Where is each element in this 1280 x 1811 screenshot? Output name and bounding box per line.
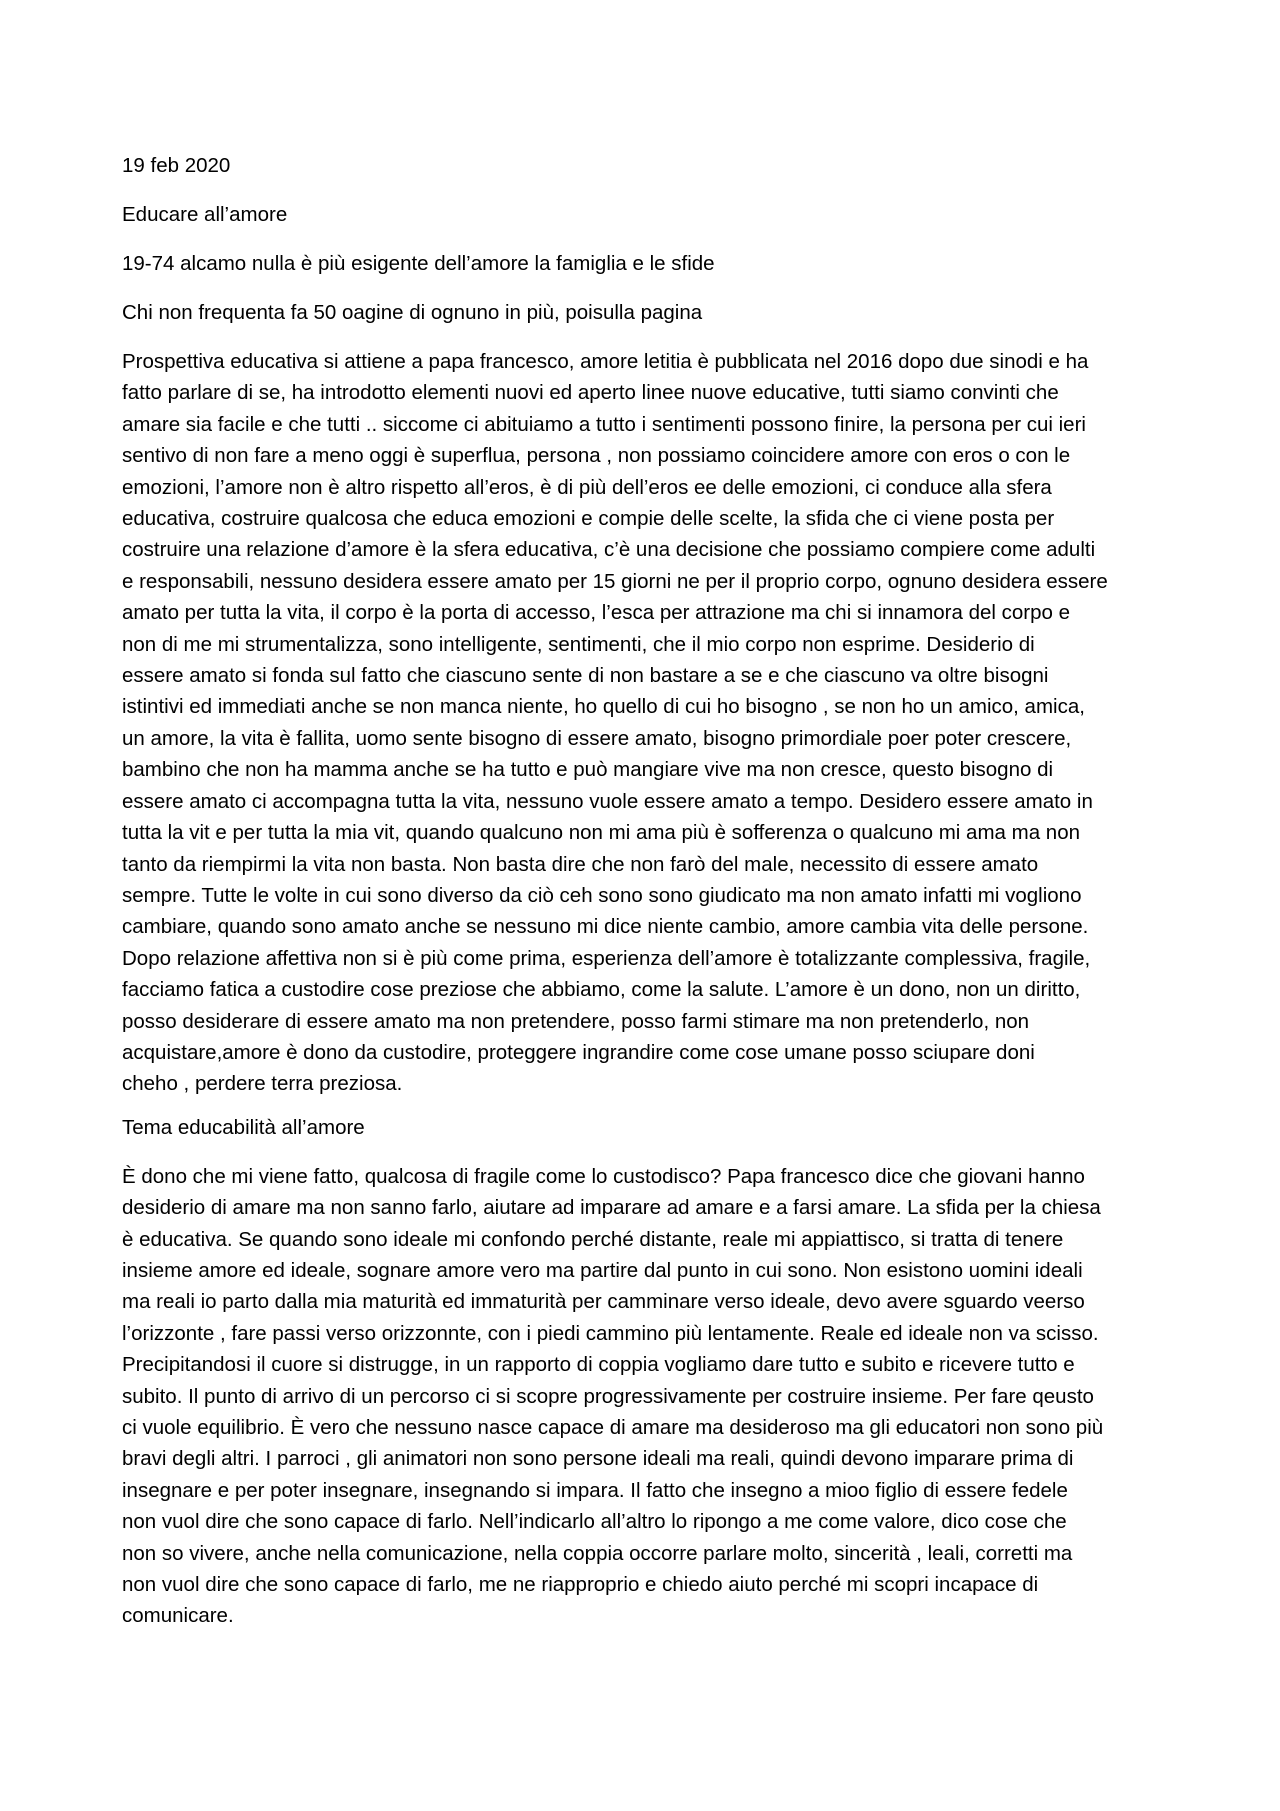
paragraph-line: ci vuole equilibrio. È vero che nessuno nasce capace di amare ma desideroso ma gli educatori non sono più: [122, 1416, 1104, 1439]
paragraph-line: emozioni, l’amore non è altro rispetto all’eros, è di più dell’eros ee delle emozioni, ci conduce alla sfera: [122, 475, 1052, 499]
paragraph-line: essere amato ci accompagna tutta la vita, nessuno vuole essere amato a tempo. Desidero essere amato in: [122, 789, 1093, 813]
paragraph-line: fatto parlare di se, ha introdotto elementi nuovi ed aperto linee nuove educative, tutti siamo convinti che: [122, 381, 1059, 405]
section-heading: Tema educabilità all’amore: [122, 1115, 365, 1139]
paragraph-line: sempre. Tutte le volte in cui sono diverso da ciò ceh sono sono giudicato ma non amato infatti mi vogliono: [122, 883, 1082, 907]
paragraph-line: insegnare e per poter insegnare, insegnando si impara. Il fatto che insegno a mioo figlio di essere fedele: [122, 1478, 1068, 1502]
paragraph-line: posso desiderare di essere amato ma non pretendere, posso farmi stimare ma non pretenderlo, non: [122, 1009, 1030, 1033]
paragraph-line: sentivo di non fare a meno oggi è superflua, persona , non possiamo coincidere amore con eros o con le: [122, 444, 1071, 468]
paragraph-line: facciamo fatica a custodire cose preziose che abbiamo, come la salute. L’amore è un dono, non un diritto,: [122, 978, 1081, 1002]
paragraph-line: essere amato si fonda sul fatto che ciascuno sente di non bastare a se e che ciascuno va oltre bisogni: [122, 664, 1049, 688]
paragraph-line: subito. Il punto di arrivo di un percorso ci si scopre progressivamente per costruire insieme. Per fare qeusto: [122, 1384, 1094, 1408]
paragraph-line: Dopo relazione affettiva non si è più come prima, esperienza dell’amore è totalizzante complessiva, fragile,: [122, 946, 1091, 970]
paragraph-1: [122, 346, 1172, 1100]
paragraph-line: amato per tutta la vita, il corpo è la porta di accesso, l’esca per attrazione ma chi si innamora del corpo e: [122, 601, 1071, 625]
paragraph-line: Precipitandosi il cuore si distrugge, in un rapporto di coppia vogliamo dare tutto e subito e ricevere tutto e: [122, 1353, 1075, 1377]
paragraph-line: non vuol dire che sono capace di farlo, me ne riapproprio e chiedo aiuto perché mi scopri incapace di: [122, 1573, 1039, 1597]
paragraph-2: [122, 1161, 1172, 1632]
paragraph-line: insieme amore ed ideale, sognare amore vero ma partire dal punto in cui sono. Non esistono uomini ideali: [122, 1258, 1083, 1282]
paragraph-line: non vuol dire che sono capace di farlo. Nell’indicarlo all’altro lo ripongo a me come valore, dico cose che: [122, 1510, 1067, 1534]
paragraph-line: l’orizzonte , fare passi verso orizzonnte, con i piedi cammino più lentamente. Reale ed ideale non va scisso.: [122, 1321, 1099, 1345]
document-date: 19 feb 2020: [122, 154, 231, 177]
paragraph-line: amare sia facile e che tutti .. siccome ci abituiamo a tutto i sentimenti possono finire, la persona per cui ieri: [122, 412, 1086, 436]
paragraph-line: un amore, la vita è fallita, uomo sente bisogno di essere amato, bisogno primordiale poer poter crescere,: [122, 726, 1072, 750]
paragraph-line: tanto da riempirmi la vita non basta. Non basta dire che non farò del male, necessito di essere amato: [122, 852, 1039, 876]
paragraph-line: comunicare.: [122, 1604, 234, 1628]
paragraph-line: acquistare,amore è dono da custodire, proteggere ingrandire come cose umane posso sciupare doni: [122, 1040, 1035, 1064]
paragraph-line: cheho , perdere terra preziosa.: [122, 1072, 403, 1096]
paragraph-line: tutta la vit e per tutta la mia vit, quando qualcuno non mi ama più è sofferenza o qualcuno mi ama ma non: [122, 821, 1080, 845]
document-reference: 19-74 alcamo nulla è più esigente dell’amore la famiglia e le sfide: [122, 252, 715, 275]
paragraph-line: bambino che non ha mamma anche se ha tutto e può mangiare vive ma non cresce, questo bisogno di: [122, 758, 1054, 782]
document-note: Chi non frequenta fa 50 oagine di ognuno in più, poisulla pagina: [122, 301, 703, 324]
paragraph-line: non so vivere, anche nella comunicazione, nella coppia occorre parlare molto, sincerità , leali, corretti ma: [122, 1541, 1073, 1565]
paragraph-line: e responsabili, nessuno desidera essere amato per 15 giorni ne per il proprio corpo, ognuno desidera essere: [122, 569, 1108, 593]
paragraph-line: cambiare, quando sono amato anche se nessuno mi dice niente cambio, amore cambia vita delle persone.: [122, 915, 1089, 939]
paragraph-line: è educativa. Se quando sono ideale mi confondo perché distante, reale mi appiattisco, si tratta di tenere: [122, 1227, 1064, 1251]
paragraph-line: ma reali io parto dalla mia maturità ed immaturità per camminare verso ideale, devo avere sguardo veerso: [122, 1290, 1085, 1314]
paragraph-line: istintivi ed immediati anche se non manca niente, ho quello di cui ho bisogno , se non ho un amico, amica,: [122, 695, 1085, 719]
document-title: Educare all’amore: [122, 203, 288, 226]
paragraph-line: È dono che mi viene fatto, qualcosa di fragile come lo custodisco? Papa francesco dice che giovani hanno: [122, 1164, 1085, 1188]
paragraph-line: educativa, costruire qualcosa che educa emozioni e compie delle scelte, la sfida che ci viene posta per: [122, 507, 1055, 531]
paragraph-line: costruire una relazione d’amore è la sfera educativa, c’è una decisione che possiamo compiere come adulti: [122, 538, 1096, 562]
paragraph-line: desiderio di amare ma non sanno farlo, aiutare ad imparare ad amare e a farsi amare. La sfida per la chiesa: [122, 1196, 1101, 1220]
paragraph-line: non di me mi strumentalizza, sono intelligente, sentimenti, che il mio corpo non esprime. Desiderio di: [122, 632, 1035, 656]
paragraph-line: bravi degli altri. I parroci , gli animatori non sono persone ideali ma reali, quindi devono imparare prima di: [122, 1447, 1074, 1471]
document-page: [122, 150, 1172, 1646]
paragraph-line: Prospettiva educativa si attiene a papa francesco, amore letitia è pubblicata nel 2016 dopo due sinodi e ha: [122, 350, 1089, 373]
